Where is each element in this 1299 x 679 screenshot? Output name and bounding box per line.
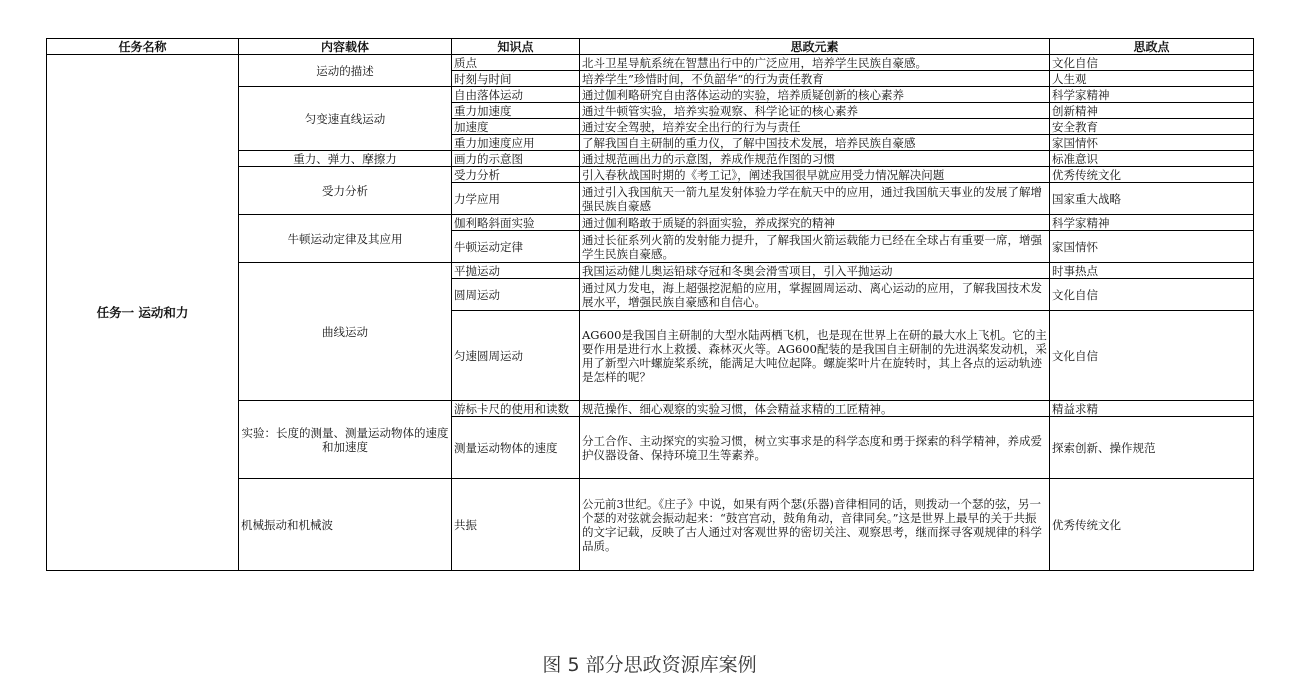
knowledge-cell: 画力的示意图 xyxy=(452,151,580,167)
element-cell: 我国运动健儿奥运铅球夺冠和冬奥会滑雪项目，引入平抛运动 xyxy=(580,263,1050,279)
point-cell: 探索创新、操作规范 xyxy=(1050,417,1254,479)
element-cell: 通过风力发电，海上超强挖泥船的应用，掌握圆周运动、离心运动的应用，了解我国技术发展水平，增强民族自豪感和自信心。 xyxy=(580,279,1050,311)
point-cell: 优秀传统文化 xyxy=(1050,479,1254,571)
knowledge-cell: 游标卡尺的使用和读数 xyxy=(452,401,580,417)
carrier-cell: 机械振动和机械波 xyxy=(239,479,452,571)
point-cell: 文化自信 xyxy=(1050,55,1254,71)
element-cell: 通过牛顿管实验，培养实验观察、科学论证的核心素养 xyxy=(580,103,1050,119)
knowledge-cell: 圆周运动 xyxy=(452,279,580,311)
carrier-cell: 重力、弹力、摩擦力 xyxy=(239,151,452,167)
element-cell: 通过长征系列火箭的发射能力提升，了解我国火箭运载能力已经在全球占有重要一席，增强学生民族自豪感。 xyxy=(580,231,1050,263)
point-cell: 创新精神 xyxy=(1050,103,1254,119)
point-cell: 优秀传统文化 xyxy=(1050,167,1254,183)
knowledge-cell: 测量运动物体的速度 xyxy=(452,417,580,479)
point-cell: 时事热点 xyxy=(1050,263,1254,279)
header-knowledge-point: 知识点 xyxy=(452,39,580,55)
element-cell: 引入春秋战国时期的《考工记》，阐述我国很早就应用受力情况解决问题 xyxy=(580,167,1050,183)
element-cell: 规范操作、细心观察的实验习惯，体会精益求精的工匠精神。 xyxy=(580,401,1050,417)
knowledge-cell: 共振 xyxy=(452,479,580,571)
knowledge-cell: 自由落体运动 xyxy=(452,87,580,103)
knowledge-cell: 匀速圆周运动 xyxy=(452,311,580,401)
point-cell: 科学家精神 xyxy=(1050,215,1254,231)
header-ideology-element: 思政元素 xyxy=(580,39,1050,55)
point-cell: 国家重大战略 xyxy=(1050,183,1254,215)
carrier-cell: 受力分析 xyxy=(239,167,452,215)
task-name-cell: 任务一 运动和力 xyxy=(47,55,239,571)
point-cell: 安全教育 xyxy=(1050,119,1254,135)
point-cell: 精益求精 xyxy=(1050,401,1254,417)
point-cell: 家国情怀 xyxy=(1050,231,1254,263)
element-cell: 培养学生”珍惜时间，不负韶华“的行为责任教育 xyxy=(580,71,1050,87)
element-cell: 通过伽利略研究自由落体运动的实验，培养质疑创新的核心素养 xyxy=(580,87,1050,103)
knowledge-cell: 力学应用 xyxy=(452,183,580,215)
point-cell: 文化自信 xyxy=(1050,279,1254,311)
header-row xyxy=(47,39,1254,55)
element-cell: 分工合作、主动探究的实验习惯，树立实事求是的科学态度和勇于探索的科学精神，养成爱护仪器设备、保持环境卫生等素养。 xyxy=(580,417,1050,479)
point-cell: 人生观 xyxy=(1050,71,1254,87)
knowledge-cell: 重力加速度 xyxy=(452,103,580,119)
element-cell: 通过安全驾驶，培养安全出行的行为与责任 xyxy=(580,119,1050,135)
element-cell: 公元前3世纪。《庄子》中说，如果有两个瑟(乐器)音律相同的话，则拨动一个瑟的弦，另一个瑟的对弦就会振动起来：“鼓宫宫动，鼓角角动，音律同矣。”这是世界上最早的关于共振的文字记载，反映了古人通过对客观世界的密切关注、观察思考，继而探寻客观规律的科学品质。 xyxy=(580,479,1050,571)
knowledge-cell: 质点 xyxy=(452,55,580,71)
ideology-resource-table xyxy=(46,38,1254,571)
point-cell: 文化自信 xyxy=(1050,311,1254,401)
table-row xyxy=(47,55,1254,71)
header-content-carrier: 内容载体 xyxy=(239,39,452,55)
header-ideology-point: 思政点 xyxy=(1050,39,1254,55)
point-cell: 标准意识 xyxy=(1050,151,1254,167)
point-cell: 科学家精神 xyxy=(1050,87,1254,103)
knowledge-cell: 平抛运动 xyxy=(452,263,580,279)
knowledge-cell: 受力分析 xyxy=(452,167,580,183)
carrier-cell: 实验：长度的测量、测量运动物体的速度和加速度 xyxy=(239,401,452,479)
element-cell: 通过引入我国航天一箭九星发射体验力学在航天中的应用，通过我国航天事业的发展了解增强民族自豪感 xyxy=(580,183,1050,215)
element-cell: 北斗卫星导航系统在智慧出行中的广泛应用，培养学生民族自豪感。 xyxy=(580,55,1050,71)
element-cell: 通过规范画出力的示意图，养成作规范作图的习惯 xyxy=(580,151,1050,167)
element-cell: 通过伽利略敢于质疑的斜面实验，养成探究的精神 xyxy=(580,215,1050,231)
knowledge-cell: 时刻与时间 xyxy=(452,71,580,87)
point-cell: 家国情怀 xyxy=(1050,135,1254,151)
header-task-name: 任务名称 xyxy=(47,39,239,55)
carrier-cell: 牛顿运动定律及其应用 xyxy=(239,215,452,263)
knowledge-cell: 重力加速度应用 xyxy=(452,135,580,151)
element-cell: AG600是我国自主研制的大型水陆两栖飞机，也是现在世界上在研的最大水上飞机。它的主要作用是进行水上救援、森林灭火等。AG600配装的是我国自主研制的先进涡桨发动机，采用了新型六叶螺旋桨系统，能满足大吨位起降。螺旋桨叶片在旋转时，其上各点的运动轨迹是怎样的呢？ xyxy=(580,311,1050,401)
element-cell: 了解我国自主研制的重力仪，了解中国技术发展，培养民族自豪感 xyxy=(580,135,1050,151)
knowledge-cell: 加速度 xyxy=(452,119,580,135)
carrier-cell: 匀变速直线运动 xyxy=(239,87,452,151)
knowledge-cell: 伽利略斜面实验 xyxy=(452,215,580,231)
carrier-cell: 曲线运动 xyxy=(239,263,452,401)
carrier-cell: 运动的描述 xyxy=(239,55,452,87)
knowledge-cell: 牛顿运动定律 xyxy=(452,231,580,263)
figure-caption: 图 5 部分思政资源库案例 xyxy=(542,654,757,676)
